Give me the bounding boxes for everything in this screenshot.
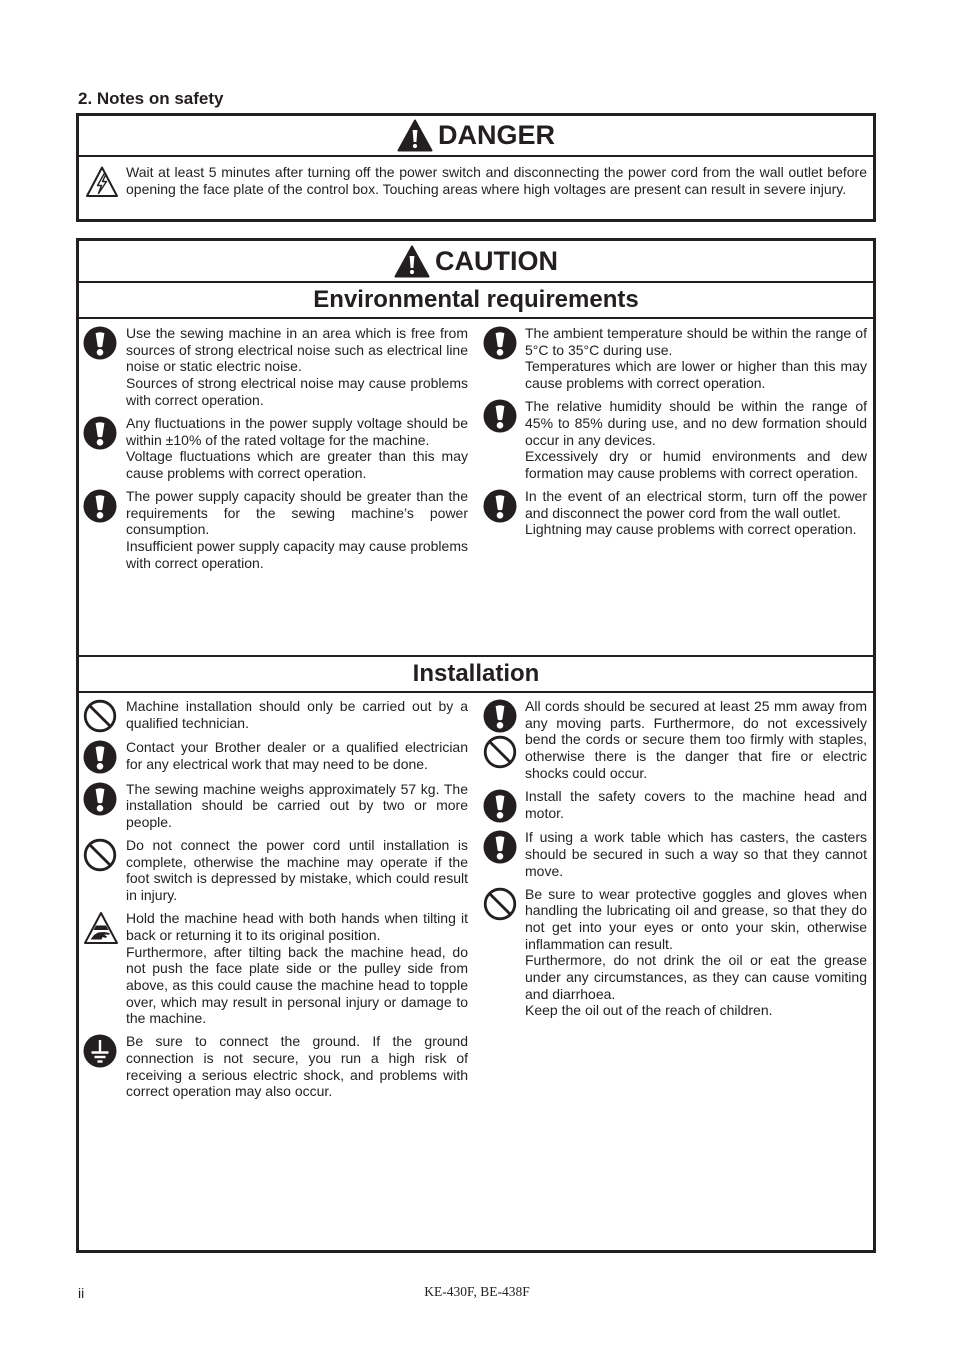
high-voltage-icon: [85, 165, 119, 199]
caution-box: [76, 238, 876, 1253]
item-paragraph: If using a work table which has casters, the casters should be secured in such a way so that they cannot move.: [525, 829, 867, 879]
item-text: [126, 781, 468, 831]
safety-note: [83, 488, 468, 572]
item-paragraph: Hold the machine head with both hands when tilting it back or returning it to its original position.: [126, 910, 468, 943]
mandatory-icon: [83, 489, 117, 523]
item-icons: [83, 698, 119, 733]
safety-note: [83, 698, 468, 733]
mandatory-icon: [83, 416, 117, 450]
model-name: KE-430F, BE-438F: [424, 1284, 530, 1299]
item-text: [525, 788, 867, 823]
item-paragraph: Voltage fluctuations which are greater than this may cause problems with correct operation.: [126, 448, 468, 481]
item-icons: [85, 164, 119, 219]
item-text: [126, 1033, 468, 1100]
safety-note: [83, 415, 468, 482]
item-text: [525, 698, 867, 782]
item-icons: [483, 325, 519, 392]
safety-note: [483, 325, 867, 392]
item-paragraph: Insufficient power supply capacity may cause problems with correct operation.: [126, 538, 468, 571]
item-paragraph: The ambient temperature should be within the range of 5°C to 35°C during use.: [525, 325, 867, 358]
item-paragraph: Keep the oil out of the reach of children.: [525, 1002, 773, 1019]
item-paragraph: In the event of an electrical storm, turn off the power and disconnect the power cord from the wall outlet.: [525, 487, 867, 521]
item-paragraph: Excessively dry or humid environments and dew formation may cause problems with correct operation.: [525, 448, 867, 481]
mandatory-icon: [483, 326, 517, 360]
item-paragraph: The power supply capacity should be greater than the requirements for the sewing machine’s power consumption.: [126, 487, 468, 538]
safety-note: [83, 910, 468, 1027]
safety-note: [83, 1033, 468, 1100]
item-paragraph: Temperatures which are lower or higher than this may cause problems with correct operation.: [525, 358, 867, 392]
prohibition-icon: [483, 735, 517, 769]
item-paragraph: Sources of strong electrical noise may cause problems with correct operation.: [126, 375, 468, 408]
item-paragraph: The relative humidity should be within the range of 45% to 85% during use, and no dew formation should occur in any devices.: [525, 398, 867, 448]
item-paragraph: Furthermore, after tilting back the machine head, do not push the face plate side or the pulley side from above, as this could cause the machine head to topple over, which may result in personal injury or damage to the machine.: [126, 943, 468, 1027]
mandatory-icon: [483, 489, 517, 523]
item-text: [126, 837, 468, 904]
safety-note: [483, 698, 867, 782]
prohibition-icon: [83, 838, 117, 872]
safety-note: [83, 325, 468, 409]
item-icons: [83, 488, 119, 572]
item-text: [126, 910, 468, 1027]
ground-icon: [83, 1034, 117, 1068]
pinch-hazard-icon: [83, 911, 119, 945]
prohibition-icon: [83, 699, 117, 733]
item-paragraph: Wait at least 5 minutes after turning off the power switch and disconnecting the power cord from the wall outlet before opening the face plate of the control box. Touching areas where high voltages are present can result in severe injury.: [126, 164, 867, 197]
item-icons: [483, 488, 519, 538]
item-icons: [483, 698, 519, 782]
environmental-right-column: [476, 325, 873, 655]
item-paragraph: Machine installation should only be carried out by a qualified technician.: [126, 698, 468, 731]
item-icons: [483, 829, 519, 879]
item-paragraph: Use the sewing machine in an area which is free from sources of strong electrical noise such as electrical line noise or static electric noise.: [126, 325, 468, 375]
mandatory-icon: [483, 789, 517, 823]
danger-box: [76, 113, 876, 222]
item-text: [126, 325, 468, 409]
item-text: [126, 488, 468, 572]
item-icons: [83, 415, 119, 482]
item-paragraph: Be sure to connect the ground. If the ground connection is not secure, you run a high risk of receiving a serious electric shock, and problems with correct operation may also occur.: [126, 1033, 468, 1100]
mandatory-icon: [83, 740, 117, 774]
item-text: [126, 415, 468, 482]
prohibition-icon: [483, 887, 517, 921]
safety-note: [83, 781, 468, 831]
mandatory-icon: [483, 699, 517, 733]
item-text: [525, 886, 867, 1020]
item-paragraph: Furthermore, do not drink the oil or eat the grease under any circumstances, as they can cause vomiting and diarrhoea.: [525, 952, 867, 1002]
safety-note: [483, 886, 867, 1020]
mandatory-icon: [483, 399, 517, 433]
item-icons: [83, 739, 119, 774]
installation-heading: Installation: [79, 657, 873, 693]
installation-right-column: [476, 698, 873, 1250]
item-icons: [83, 837, 119, 904]
item-text: [525, 398, 867, 482]
mandatory-icon: [83, 326, 117, 360]
item-text: [126, 164, 867, 219]
warning-triangle-icon: [394, 245, 430, 278]
safety-note: [483, 788, 867, 823]
danger-header: [79, 116, 873, 157]
caution-header: [79, 241, 873, 283]
installation-left-column: [79, 698, 476, 1250]
safety-note: [483, 488, 867, 538]
item-paragraph: Any fluctuations in the power supply voltage should be within ±10% of the rated voltage for the machine.: [126, 414, 468, 448]
item-text: [525, 829, 867, 879]
item-icons: [83, 781, 119, 831]
item-text: [525, 325, 867, 392]
safety-note: [483, 398, 867, 482]
item-paragraph: Contact your Brother dealer or a qualified electrician for any electrical work that may need to be done.: [126, 739, 468, 772]
page-number: ii: [78, 1285, 85, 1301]
item-paragraph: All cords should be secured at least 25 mm away from any moving parts. Furthermore, do not excessively bend the cords or secure them too firmly with staples, otherwise there is the danger that fire or electric shocks could occur.: [525, 698, 867, 781]
item-text: [525, 488, 867, 538]
item-paragraph: Install the safety covers to the machine head and motor.: [525, 787, 867, 821]
mandatory-icon: [483, 830, 517, 864]
item-paragraph: Be sure to wear protective goggles and gloves when handling the lubricating oil and grease, so that they do not get into your eyes or onto your skin, otherwise inflammation can result.: [525, 885, 867, 952]
item-paragraph: The sewing machine weighs approximately 57 kg. The installation should be carried out by two or more people.: [126, 780, 468, 830]
danger-note: [79, 157, 873, 219]
environmental-left-column: [79, 325, 476, 655]
item-icons: [83, 910, 119, 1027]
caution-title: CAUTION: [435, 245, 558, 276]
mandatory-icon: [83, 782, 117, 816]
item-icons: [83, 325, 119, 409]
environmental-heading: Environmental requirements: [79, 283, 873, 319]
item-paragraph: Do not connect the power cord until installation is complete, otherwise the machine may operate if the foot switch is depressed by mistake, which could result in injury.: [126, 837, 468, 904]
warning-triangle-icon: [397, 119, 433, 152]
item-icons: [483, 886, 519, 1020]
installation-content: [79, 693, 873, 1250]
item-text: [126, 698, 468, 733]
danger-title: DANGER: [437, 120, 555, 150]
item-text: [126, 739, 468, 774]
safety-note: [83, 739, 468, 774]
environmental-content: [79, 319, 873, 657]
item-icons: [83, 1033, 119, 1100]
item-icons: [483, 398, 519, 482]
item-paragraph: Lightning may cause problems with correct operation.: [525, 521, 857, 538]
safety-note: [83, 837, 468, 904]
item-icons: [483, 788, 519, 823]
safety-note: [483, 829, 867, 879]
section-heading: 2. Notes on safety: [78, 89, 224, 108]
